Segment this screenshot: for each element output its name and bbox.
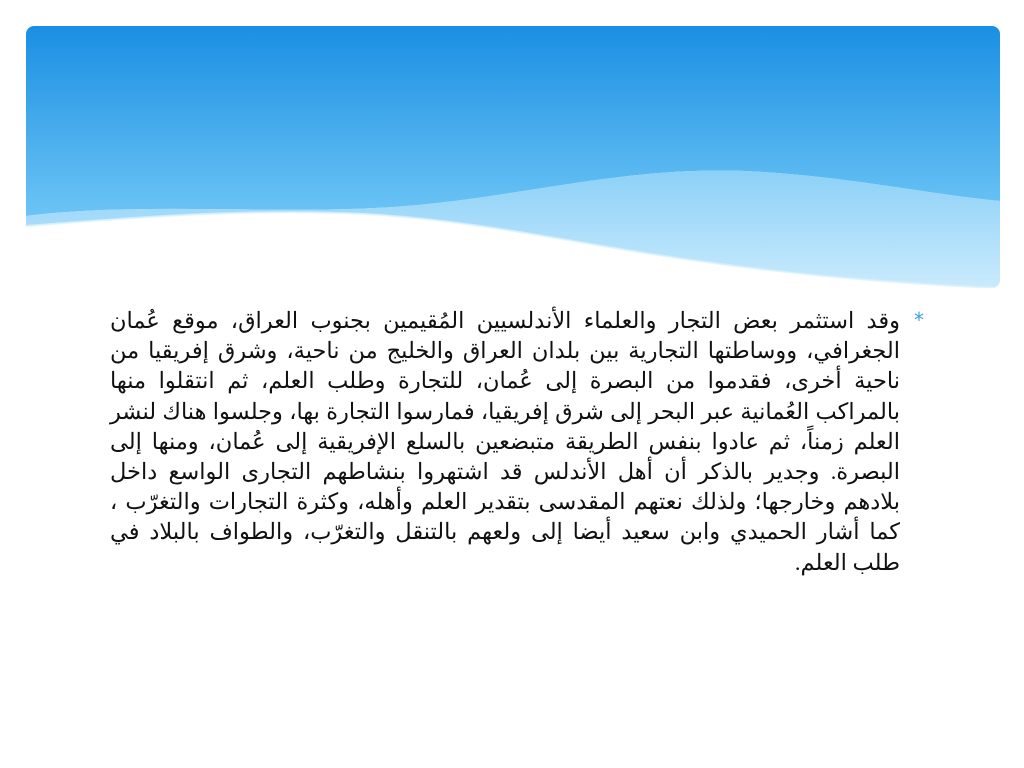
- header-wave-band: [26, 26, 1000, 288]
- wave-graphic: [26, 26, 1000, 288]
- content-area: [110, 306, 924, 686]
- bullet-paragraph: وقد استثمر بعض التجار والعلماء الأندلسيين المُقيمين بجنوب العراق، موقع عُمان الجغرافي، ووساطتها التجارية بين بلدان العراق والخليج من ناحية، وشرق إفريقيا من ناحية أخرى، فقدموا من البصرة إلى عُمان، للتجارة وطلب العلم، ثم انتقلوا منها بالمراكب العُمانية عبر البحر إلى شرق إفريقيا، فمارسوا التجارة بها، وجلسوا هناك لنشر العلم زمناً، ثم عادوا بنفس الطريقة متبضعين بالسلع الإفريقية إلى عُمان، ومنها إلى البصرة. وجدير بالذكر أن أهل الأندلس قد اشتهروا بنشاطهم التجارى الواسع داخل بلادهم وخارجها؛ ولذلك نعتهم المقدسى بتقدير العلم وأهله، وكثرة التجارات والتغرّب ، كما أشار الحميدي وابن سعيد أيضا إلى ولعهم بالتنقل والتغرّب، والطواف بالبلاد في طلب العلم.: [110, 308, 900, 575]
- asterisk-icon: *: [914, 308, 924, 332]
- bullet-item: [110, 306, 924, 578]
